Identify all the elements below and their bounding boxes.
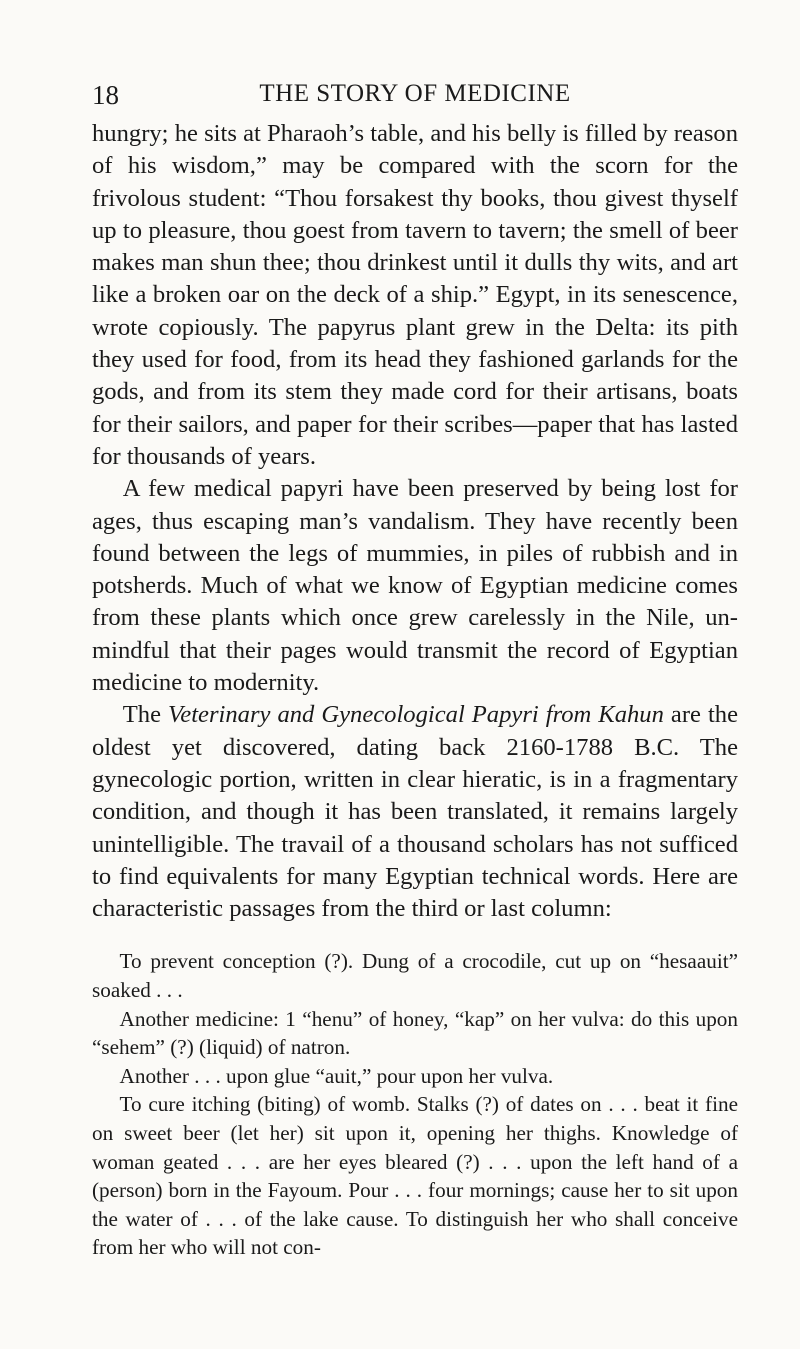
- page-number: 18: [92, 80, 119, 110]
- paragraph-1: hungry; he sits at Pharaoh’s table, and his belly is filled by reason of his wisdom,” may be compared with the scorn for the frivolous student: “Thou forsakest thy books, thou givest thyself up to pleasure, thou goest from tavern to tavern; the smell of beer makes man shun thee; thou drinkest until it dulls thy wits, and art like a broken oar on the deck of a ship.” Egypt, in its senescence, wrote copiously. The papyrus plant grew in the Delta: its pith they used for food, from its head they fashioned garlands for the gods, and from its stem they made cord for their artisans, boats for their sailors, and paper for their scribes—paper that has lasted for thousands of years.: [92, 120, 738, 470]
- paragraph-3-rest: are the oldest yet discovered, dating back 2160-1788 B.C. The gynecologic portion, written in clear hieratic, is in a fragmentary condition, and though it has been translated, it remains largely unintelligible. The travail of a thousand scholars has not sufficed to find equivalents for many Egyptian technical words. Here are characteristic passages from the third or last column:: [92, 701, 738, 923]
- body-text: [92, 118, 738, 925]
- paragraph-2: A few medical papyri have been preserved by being lost for ages, thus escaping man’s vandalism. They have recently been found between the legs of mummies, in piles of rubbish and in potsherds. Much of what we know of Egyptian medicine comes from these plants which once grew carelessly in the Nile, unmindful that their pages would transmit the record of Egyptian medicine to modernity.: [92, 475, 738, 697]
- book-page: [92, 70, 738, 1262]
- paragraph-3: [92, 699, 738, 925]
- extract-paragraph-4: To cure itching (biting) of womb. Stalks (?) of dates on . . . beat it fine on sweet beer (let her) sit upon it, opening her thighs. Knowledge of woman geated . . . are her eyes bleared (?) . . . upon the left hand of a (person) born in the Fayoum. Pour . . . four mornings; cause her to sit upon the water of . . . of the lake cause. To distinguish her who shall conceive from her who will not con-: [92, 1092, 738, 1260]
- extract-paragraph-1: To prevent conception (?). Dung of a crocodile, cut up on “hesaauit” soaked . . .: [92, 949, 738, 1003]
- papyri-title: Veterinary and Gynecological Papyri from Kahun: [168, 701, 664, 729]
- extract-paragraph-3: Another . . . upon glue “auit,” pour upon her vulva.: [119, 1063, 554, 1088]
- quoted-extract: [92, 947, 738, 1262]
- extract-paragraph-2: Another medicine: 1 “henu” of honey, “kap” on her vulva: do this upon “sehem” (?) (liquid) of natron.: [92, 1006, 738, 1060]
- paragraph-3-lead: The: [122, 701, 168, 729]
- running-head: THE STORY OF MEDICINE: [259, 80, 571, 107]
- page-header: [92, 70, 738, 114]
